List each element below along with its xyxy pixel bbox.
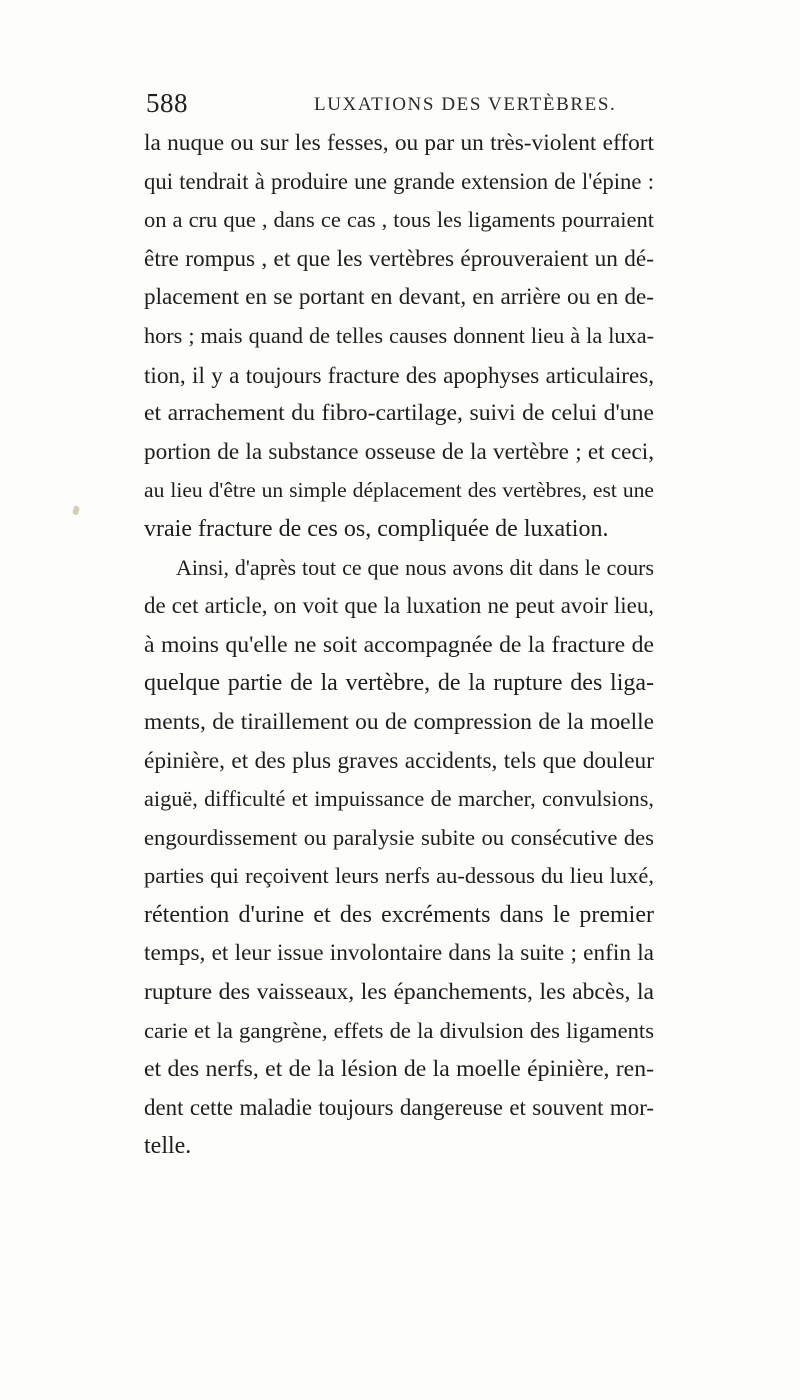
ink-speck	[72, 505, 81, 516]
text-line: carie et la gangrène, effets de la divulsion des ligaments	[144, 1017, 654, 1043]
text-line: être rompus , et que les vertèbres éprouveraient un dé-	[144, 245, 654, 272]
text-line: dent cette maladie toujours dangereuse et souvent mor-	[144, 1094, 654, 1120]
text-line: aiguë, difficulté et impuissance de marcher, convulsions,	[144, 786, 654, 812]
text-line: hors ; mais quand de telles causes donnent lieu à la luxa-	[144, 322, 654, 348]
text-line: qui tendrait à produire une grande extension de l'épine :	[144, 168, 654, 194]
paragraph-first-line: Ainsi, d'après tout ce que nous avons dit dans le cours	[176, 554, 654, 580]
text-line: épinière, et des plus graves accidents, tels que douleur	[144, 747, 654, 774]
text-line: et arrachement du fibro-cartilage, suivi de celui d'une	[144, 400, 654, 427]
text-line: de cet article, on voit que la luxation ne peut avoir lieu,	[144, 593, 654, 619]
text-line: parties qui reçoivent leurs nerfs au-dessous du lieu luxé,	[144, 863, 654, 889]
text-line: quelque partie de la vertèbre, de la rupture des liga-	[144, 670, 654, 697]
text-line: au lieu d'être un simple déplacement des vertèbres, est une	[144, 478, 654, 503]
page-number: 588	[146, 88, 188, 118]
text-line: telle.	[144, 1133, 192, 1160]
text-line: rétention d'urine et des excréments dans le premier	[144, 901, 654, 928]
text-line: à moins qu'elle ne soit accompagnée de la fracture de	[144, 631, 654, 658]
text-line: temps, et leur issue involontaire dans la suite ; enfin la	[144, 940, 654, 967]
text-line: placement en se portant en devant, en arrière ou en de-	[144, 284, 654, 311]
text-line: ments, de tiraillement ou de compression de la moelle	[144, 708, 654, 735]
text-line: tion, il y a toujours fracture des apophyses articulaires,	[144, 361, 654, 388]
text-line: la nuque ou sur les fesses, ou par un très-violent effort	[144, 130, 654, 156]
text-line: rupture des vaisseaux, les épanchements, les abcès, la	[144, 979, 654, 1006]
text-line: on a cru que , dans ce cas , tous les ligaments pourraient	[144, 207, 654, 233]
text-line: et des nerfs, et de la lésion de la moelle épinière, ren-	[144, 1056, 654, 1083]
text-line: engourdissement ou paralysie subite ou consécutive des	[144, 824, 654, 850]
running-head	[146, 88, 646, 120]
running-title: LUXATIONS DES VERTÈBRES.	[314, 94, 617, 115]
text-line: vraie fracture de ces os, compliquée de luxation.	[144, 515, 609, 542]
body-text	[144, 124, 654, 1166]
text-line: portion de la substance osseuse de la vertèbre ; et ceci,	[144, 438, 654, 465]
